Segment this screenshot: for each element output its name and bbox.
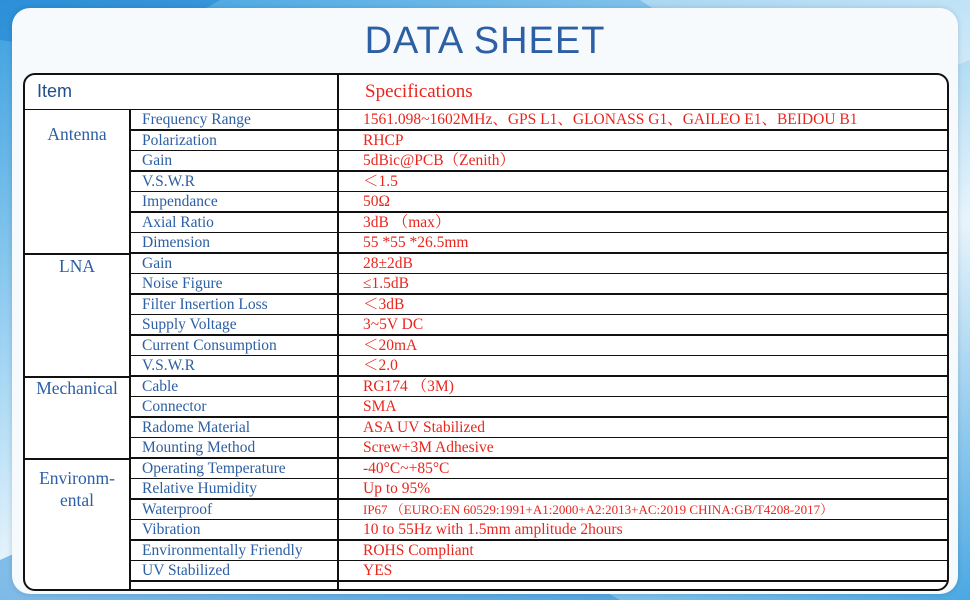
- header-spec-label: Specifications: [365, 81, 473, 102]
- row-value: ≤1.5dB: [363, 275, 409, 292]
- row-param: Cable: [142, 377, 179, 395]
- table-row: [129, 295, 947, 316]
- row-param: Mounting Method: [142, 439, 256, 456]
- row-param: Gain: [142, 152, 173, 169]
- row-param: Current Consumption: [142, 336, 277, 354]
- row-value: SMA: [363, 398, 397, 415]
- row-value: ＜2.0: [363, 357, 398, 374]
- group-label-lna: LNA: [59, 256, 95, 276]
- table-row: [129, 500, 947, 521]
- table-row: [129, 213, 947, 234]
- group-label-environmental-line2: ental: [59, 490, 94, 510]
- table-row: [129, 459, 947, 480]
- row-value: 1561.098~1602MHz、GPS L1、GLONASS G1、GAILEO E1、BEIDOU B1: [363, 111, 858, 128]
- row-param: Filter Insertion Loss: [142, 295, 268, 313]
- row-param: Supply Voltage: [142, 316, 237, 333]
- row-param: Relative Humidity: [142, 480, 257, 497]
- row-value: -40°C~+85°C: [363, 459, 450, 477]
- row-value: 50Ω: [363, 193, 391, 210]
- row-value: YES: [363, 562, 393, 579]
- row-value: 28±2dB: [363, 254, 413, 272]
- table-row: [129, 151, 947, 172]
- row-value: ＜20mA: [363, 336, 418, 354]
- table-row: [129, 315, 947, 336]
- row-param: Waterproof: [142, 500, 213, 518]
- table-row: [129, 377, 947, 398]
- row-value: IP67 （EURO:EN 60529:1991+A1:2000+A2:2013+AC:2019 CHINA:GB/T4208-2017）: [363, 501, 834, 517]
- row-param: V.S.W.R: [142, 357, 195, 374]
- row-value: 3~5V DC: [363, 316, 424, 333]
- spec-table: [23, 73, 949, 591]
- divider-mechanical-environmental: [25, 458, 129, 460]
- header-item-label: Item: [37, 81, 73, 101]
- table-row: [129, 192, 947, 213]
- row-value: RHCP: [363, 131, 404, 149]
- group-label-antenna: Antenna: [47, 124, 107, 144]
- row-value: RG174 （3M): [363, 377, 454, 395]
- row-param: Connector: [142, 398, 207, 415]
- row-value: Up to 95%: [363, 480, 431, 497]
- table-row: [129, 254, 947, 275]
- table-row: [129, 479, 947, 500]
- table-row: [129, 131, 947, 152]
- row-param: Axial Ratio: [142, 213, 214, 231]
- row-value: 55 *55 *26.5mm: [363, 234, 469, 251]
- page-title: DATA SHEET: [364, 20, 606, 62]
- row-value: 5dBic@PCB（Zenith）: [363, 152, 516, 169]
- row-value: ROHS Compliant: [363, 541, 474, 559]
- row-param: Noise Figure: [142, 275, 223, 292]
- table-row: [129, 356, 947, 377]
- row-value: Screw+3M Adhesive: [363, 439, 494, 456]
- row-param: Impendance: [142, 193, 218, 210]
- table-row: [129, 561, 947, 582]
- row-param: Gain: [142, 254, 173, 272]
- table-row: [129, 172, 947, 193]
- row-value: 10 to 55Hz with 1.5mm amplitude 2hours: [363, 521, 623, 538]
- row-value: 3dB （max）: [363, 213, 451, 231]
- group-label-environmental-line1: Environm-: [39, 468, 115, 488]
- table-row: [129, 233, 947, 254]
- row-value: ＜1.5: [363, 172, 398, 190]
- group-label-mechanical: Mechanical: [36, 378, 118, 398]
- row-param: UV Stabilized: [142, 562, 230, 579]
- row-param: Dimension: [142, 234, 211, 251]
- row-value: ＜3dB: [363, 295, 405, 313]
- table-row: [129, 520, 947, 541]
- row-param: Radome Material: [142, 418, 251, 436]
- row-value: ASA UV Stabilized: [363, 418, 485, 436]
- group-label-environmental: [25, 467, 129, 511]
- table-row: [129, 336, 947, 357]
- table-row: [129, 438, 947, 459]
- table-row: [129, 110, 947, 131]
- row-param: V.S.W.R: [142, 172, 195, 190]
- row-param: Polarization: [142, 131, 217, 149]
- table-header: [25, 75, 947, 110]
- row-param: Operating Temperature: [142, 459, 286, 477]
- row-param: Environmentally Friendly: [142, 541, 303, 559]
- table-row: [129, 274, 947, 295]
- table-row: [129, 541, 947, 562]
- table-row: [129, 418, 947, 439]
- row-param: Vibration: [142, 521, 201, 538]
- table-row: [129, 397, 947, 418]
- row-param: Frequency Range: [142, 111, 251, 128]
